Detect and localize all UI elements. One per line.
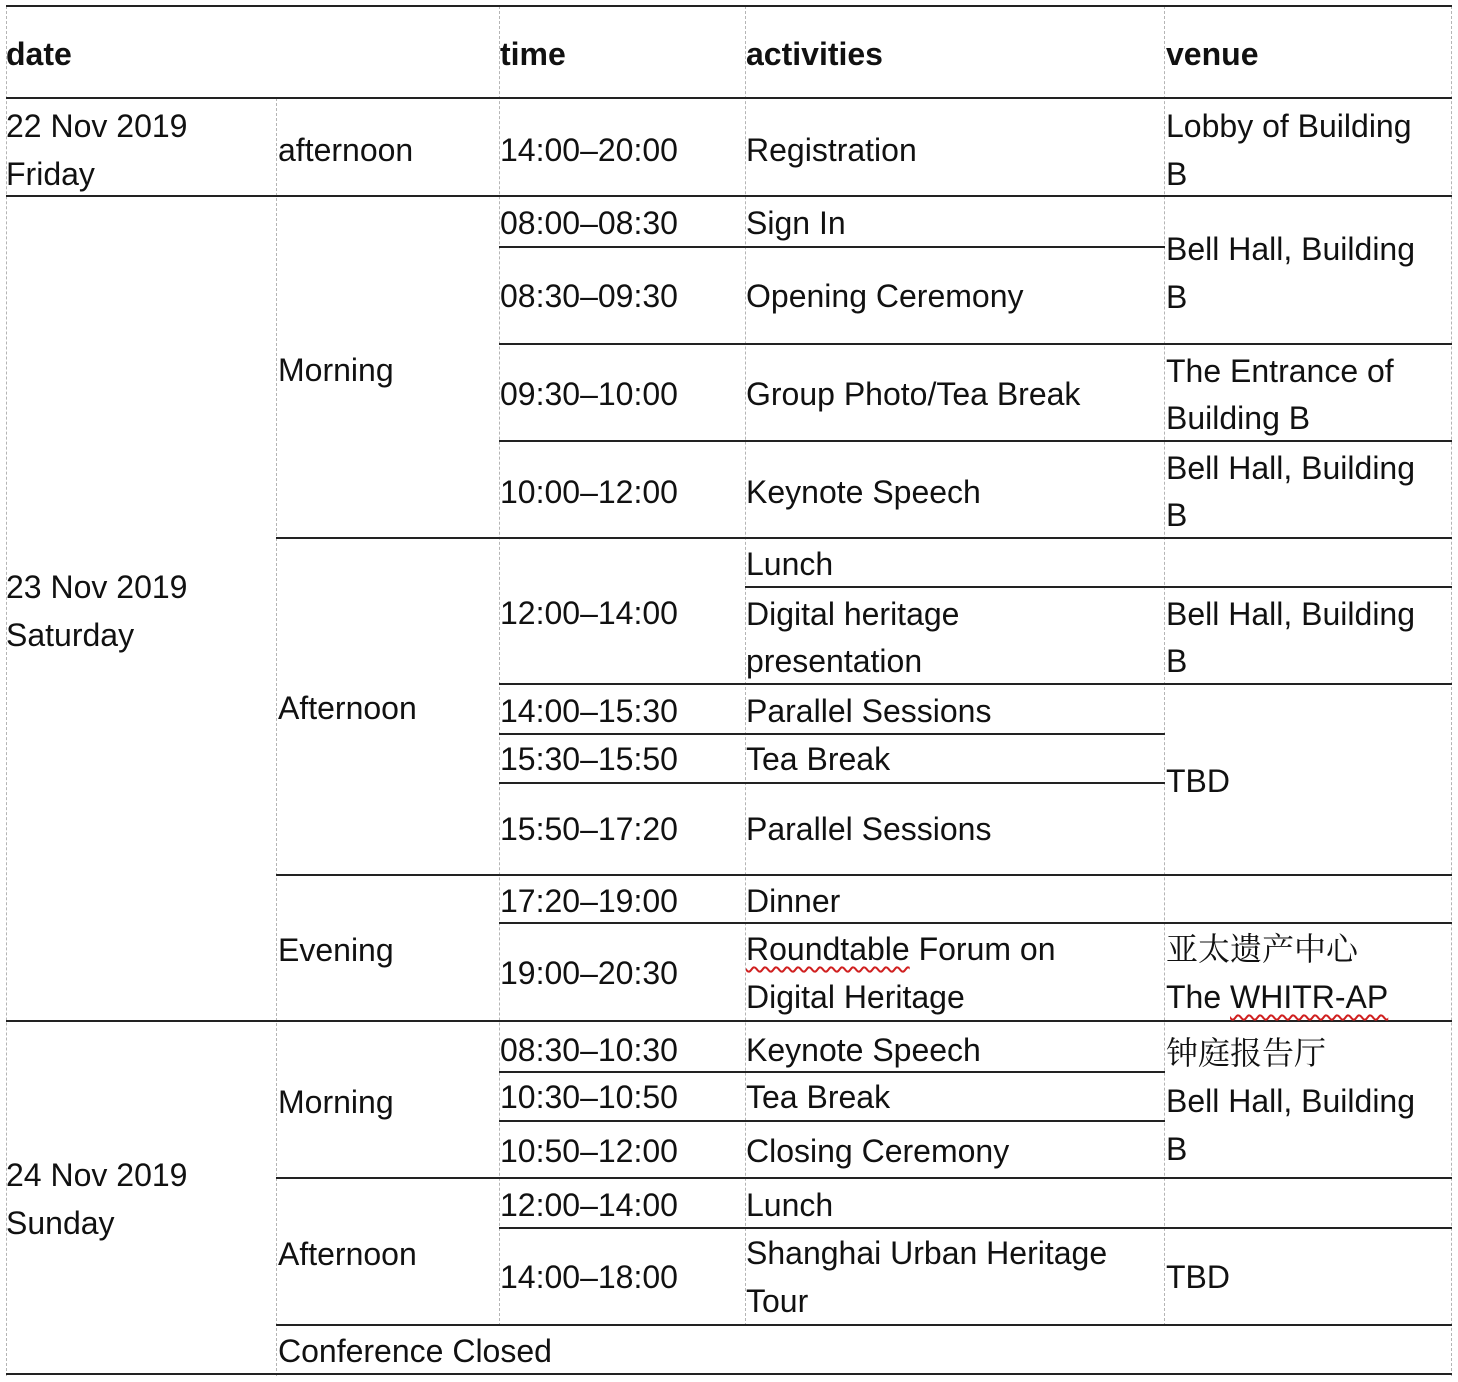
- activity-cell: Digital Heritage: [746, 979, 965, 1015]
- period-cell: afternoon: [278, 132, 414, 168]
- grid-line: [276, 1177, 1452, 1179]
- time-cell: 14:00–18:00: [500, 1259, 678, 1295]
- period-cell: Afternoon: [278, 690, 417, 726]
- activity-text: Forum on: [909, 931, 1056, 967]
- time-cell: 10:50–12:00: [500, 1133, 678, 1169]
- venue-cell: B: [1166, 279, 1188, 315]
- venue-cell: B: [1166, 643, 1188, 679]
- venue-cell: [1166, 973, 1388, 1021]
- header-venue: venue: [1166, 36, 1259, 72]
- header-time: time: [500, 36, 566, 72]
- activity-cell: Sign In: [746, 205, 846, 241]
- period-cell: Morning: [278, 1084, 394, 1120]
- period-cell: Evening: [278, 932, 394, 968]
- activity-cell: Shanghai Urban Heritage: [746, 1235, 1108, 1271]
- grid-line: [276, 874, 1452, 876]
- venue-cell: Bell Hall, Building: [1166, 231, 1416, 267]
- activity-cell: Lunch: [746, 546, 834, 582]
- header-activities: activities: [746, 36, 883, 72]
- activity-cell: Parallel Sessions: [746, 693, 992, 729]
- venue-cell: B: [1166, 156, 1188, 192]
- time-cell: 15:50–17:20: [500, 811, 678, 847]
- weekday-cell: Sunday: [6, 1205, 115, 1241]
- grid-line: [276, 537, 1452, 539]
- time-cell: 08:30–09:30: [500, 278, 678, 314]
- venue-cell: TBD: [1166, 1259, 1230, 1295]
- activity-cell: Tea Break: [746, 741, 891, 777]
- activity-cell: Tea Break: [746, 1079, 891, 1115]
- venue-cell: B: [1166, 1131, 1188, 1167]
- activity-cell: Opening Ceremony: [746, 278, 1024, 314]
- time-cell: 19:00–20:30: [500, 955, 678, 991]
- activity-cell: Group Photo/Tea Break: [746, 376, 1081, 412]
- time-cell: 08:00–08:30: [500, 205, 678, 241]
- venue-text: The: [1166, 979, 1231, 1015]
- grid-line: [499, 683, 1452, 685]
- period-cell: Afternoon: [278, 1236, 417, 1272]
- time-cell: 15:30–15:50: [500, 741, 678, 777]
- activity-cell: [746, 925, 1056, 973]
- date-cell: 24 Nov 2019: [6, 1157, 188, 1193]
- grid-line: [6, 195, 1452, 197]
- venue-cell: 钟庭报告厅: [1166, 1035, 1327, 1071]
- activity-cell: presentation: [746, 643, 923, 679]
- venue-cell: Lobby of Building: [1166, 108, 1412, 144]
- activity-cell: Keynote Speech: [746, 1032, 981, 1068]
- time-cell: 14:00–20:00: [500, 132, 678, 168]
- time-cell: 12:00–14:00: [500, 595, 678, 631]
- activity-cell: Registration: [746, 132, 917, 168]
- time-cell: 08:30–10:30: [500, 1032, 678, 1068]
- time-cell: 17:20–19:00: [500, 883, 678, 919]
- header-date: date: [6, 36, 72, 72]
- weekday-cell: Saturday: [6, 617, 135, 653]
- venue-cell: Bell Hall, Building: [1166, 1083, 1416, 1119]
- activity-cell: Tour: [746, 1283, 809, 1319]
- venue-cell: Bell Hall, Building: [1166, 450, 1416, 486]
- period-cell: Morning: [278, 352, 394, 388]
- venue-cell: The Entrance of: [1166, 353, 1394, 389]
- grid-line: [276, 98, 277, 1376]
- date-cell: 22 Nov 2019: [6, 108, 188, 144]
- grid-line: [6, 1373, 1452, 1375]
- spellcheck-word: WHITR-AP: [1230, 979, 1389, 1015]
- grid-line: [1451, 6, 1452, 1376]
- venue-cell: B: [1166, 497, 1188, 533]
- closing-note: Conference Closed: [278, 1333, 552, 1369]
- grid-line: [1164, 6, 1165, 1326]
- time-cell: 10:00–12:00: [500, 474, 678, 510]
- grid-line: [745, 586, 1452, 588]
- venue-cell: 亚太遗产中心: [1166, 931, 1359, 967]
- spellcheck-word: Roundtable: [746, 931, 910, 967]
- grid-line: [6, 5, 1452, 7]
- weekday-cell: Friday: [6, 156, 95, 192]
- activity-cell: Dinner: [746, 883, 841, 919]
- time-cell: 12:00–14:00: [500, 1187, 678, 1223]
- grid-line: [499, 343, 1452, 345]
- venue-cell: Building B: [1166, 400, 1311, 436]
- activity-cell: Keynote Speech: [746, 474, 981, 510]
- activity-cell: Closing Ceremony: [746, 1133, 1010, 1169]
- date-cell: 23 Nov 2019: [6, 569, 188, 605]
- time-cell: 09:30–10:00: [500, 376, 678, 412]
- time-cell: 14:00–15:30: [500, 693, 678, 729]
- activity-cell: Digital heritage: [746, 596, 960, 632]
- activity-cell: Lunch: [746, 1187, 834, 1223]
- venue-cell: Bell Hall, Building: [1166, 596, 1416, 632]
- venue-cell: TBD: [1166, 763, 1230, 799]
- activity-cell: Parallel Sessions: [746, 811, 992, 847]
- grid-line: [276, 1324, 1452, 1326]
- time-cell: 10:30–10:50: [500, 1079, 678, 1115]
- grid-line: [6, 97, 1452, 99]
